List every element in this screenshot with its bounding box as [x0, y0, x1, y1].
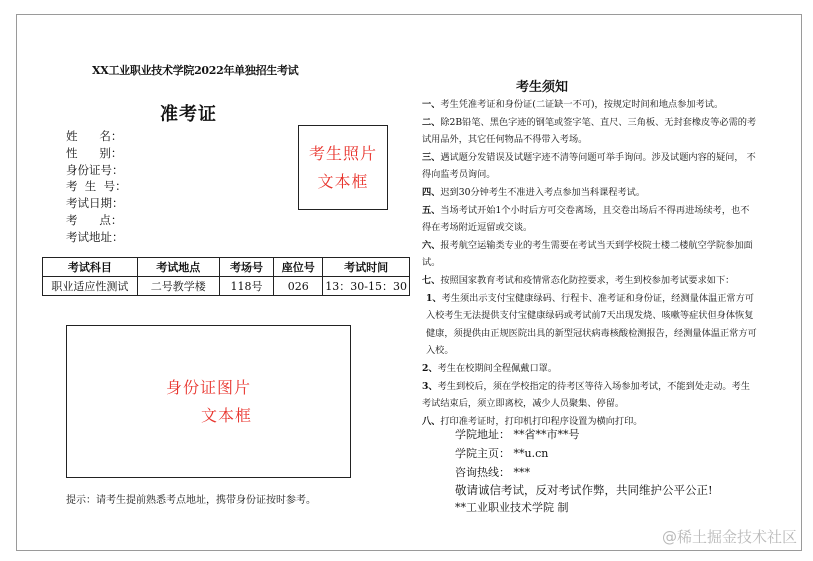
list-item — [422, 360, 757, 378]
id-card-textbox — [66, 325, 351, 478]
list-item-number: 七、 — [422, 274, 441, 286]
field-exam-address: 考试地址： — [66, 229, 124, 244]
header-time: 考试时间 — [323, 258, 410, 277]
college-homepage: 学院主页： **u.cn — [455, 447, 549, 460]
list-item-number: 五、 — [422, 204, 441, 216]
cell-seat: 026 — [274, 277, 323, 296]
list-item — [422, 96, 757, 114]
cell-room: 118号 — [219, 277, 273, 296]
field-candidate-number: 考 生 号： — [66, 179, 127, 194]
list-item-text: 打印准考证时，打印机打印程序设置为横向打印。 — [440, 415, 643, 427]
integrity-slogan: 敬请诚信考试，反对考试作弊，共同维护公平公正! — [455, 483, 713, 497]
id-textbox-line2: 文本框 — [200, 405, 252, 425]
list-item — [422, 202, 757, 237]
list-item — [422, 378, 757, 413]
photo-textbox-line2: 文本框 — [317, 171, 369, 191]
watermark: @稀土掘金技术社区 — [661, 528, 797, 546]
candidate-fields — [66, 128, 127, 246]
table-header-row — [43, 258, 410, 277]
list-item-number: 三、 — [422, 151, 441, 163]
list-item-number: 1、 — [426, 292, 442, 304]
photo-textbox — [298, 125, 388, 210]
notes-list — [422, 96, 757, 430]
header-seat: 座位号 — [274, 258, 323, 277]
list-item — [422, 290, 757, 360]
college-address: 学院地址： **省**市**号 — [455, 428, 580, 441]
list-item-text: 考生须出示支付宝健康绿码、行程卡、准考证和身份证，经测量体温正常方可入校考生无法提供支付宝健康绿码或考试前7天出现发烧、咳嗽等症状但身体恢复健康，须提供由正规医院出具的新型冠状病毒核酸检测报告，经测量体温正常方可入校。 — [426, 292, 757, 357]
list-item — [422, 184, 757, 202]
list-item-text: 当场考试开始1个小时后方可交卷离场，且交卷出场后不得再进场续考，也不得在考场附近逗留或交谈。 — [422, 204, 750, 234]
list-item-text: 遇试题分发错误及试题字迹不清等问题可举手询问。涉及试题内容的疑问， 不得向监考员询问。 — [422, 151, 756, 181]
list-item-text: 考生在校期间全程佩戴口罩。 — [437, 362, 558, 374]
list-item-number: 2、 — [422, 362, 438, 374]
notes-title: 考生须知 — [516, 80, 569, 95]
field-name: 姓 名： — [66, 129, 123, 143]
header-subject: 考试科目 — [43, 258, 138, 277]
cell-location: 二号教学楼 — [137, 277, 219, 296]
header-room: 考场号 — [219, 258, 273, 277]
list-item-number: 六、 — [422, 239, 441, 251]
list-item-number: 一、 — [422, 99, 441, 110]
field-exam-site: 考 点： — [66, 212, 123, 227]
hint-text: 提示：请考生提前熟悉考点地址，携带身份证按时参考。 — [66, 495, 316, 506]
list-item-text: 报考航空运输类专业的考生需要在考试当天到学校院士楼二楼航空学院参加面试。 — [422, 239, 753, 269]
list-item-number: 四、 — [422, 186, 441, 198]
field-id-number: 身份证号： — [66, 162, 124, 177]
card-title: 准考证 — [160, 104, 217, 125]
consult-hotline: 咨询热线： *** — [455, 466, 530, 479]
exam-title: XX工业职业技术学院2022年单独招生考试 — [92, 64, 299, 77]
cell-subject: 职业适应性测试 — [43, 277, 138, 296]
field-exam-date: 考试日期： — [66, 196, 124, 211]
list-item — [422, 114, 757, 149]
list-item-text: 按照国家教育考试和疫情常态化防控要求，考生到校参加考试要求如下： — [440, 274, 735, 286]
id-textbox-line1: 身份证图片 — [165, 377, 251, 397]
field-gender: 性 别： — [66, 145, 123, 160]
list-item-text: 迟到30分钟考生不准进入考点参加当科课程考试。 — [440, 186, 646, 198]
contact-info — [455, 425, 580, 482]
issuing-organization: **工业职业技术学院 制 — [455, 501, 569, 514]
list-item — [422, 237, 757, 272]
list-item — [422, 149, 757, 184]
list-item-number: 八、 — [422, 415, 441, 427]
table-row — [43, 277, 410, 296]
exam-schedule-table — [42, 257, 410, 296]
list-item-text: 考生到校后，须在学校指定的待考区等待入场参加考试，不能到处走动。考生考试结束后，须立即离校，减少人员聚集、停留。 — [422, 380, 750, 410]
list-item-number: 3、 — [422, 380, 438, 392]
list-item-number: 二、 — [422, 116, 441, 128]
header-location: 考试地点 — [137, 258, 219, 277]
list-item-text: 除2B铅笔、黑色字迹的钢笔或签字笔、直尺、三角板、无封套橡皮等必需的考试用品外，其它任何物品不得带入考场。 — [422, 116, 757, 146]
list-item-text: 考生凭准考证和身份证(二证缺一不可)，按规定时间和地点参加考试。 — [440, 99, 724, 110]
photo-textbox-line1: 考生照片 — [308, 143, 377, 163]
cell-time: 13：30-15：30 — [323, 277, 410, 296]
list-item — [422, 272, 757, 290]
